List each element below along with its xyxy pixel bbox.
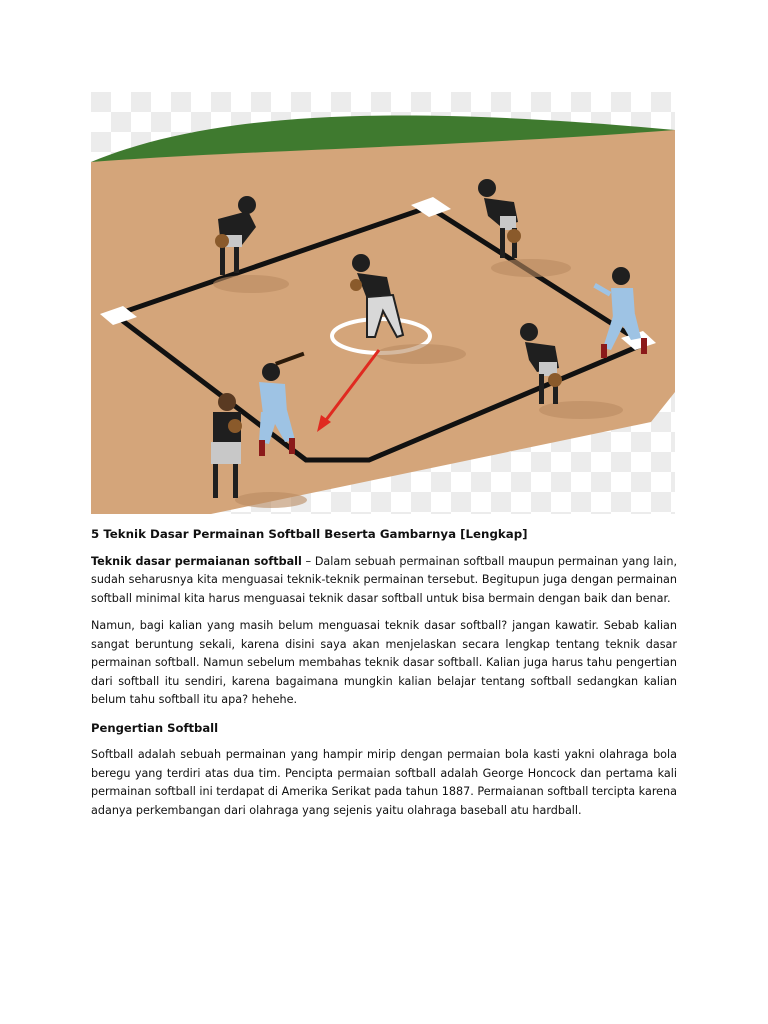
player-shadow (376, 344, 466, 364)
player-shadow (491, 259, 571, 277)
player-shadow (213, 275, 289, 293)
intro-body-text: – Dalam sebuah permainan softball maupun permainan yang lain, sudah seharusnya kita menguasai teknik-teknik permainan tersebut. Begitupun juga dengan permainan softball minimal kita harus menguasai teknik dasar softball untuk bisa bermain dengan baik dan benar. (91, 554, 678, 605)
definition-paragraph: Softball adalah sebuah permainan yang hampir mirip dengan permaian bola kasti yakni olahraga bola beregu yang terdiri atas dua tim. Pencipta permaian softball adalah George Honcock dan pertama kali permainan softball ini terdapat di Amerika Serikat pada tahun 1887. Permaianan softball tercipta karena adanya perkembangan dari olahraga yang sejenis yaitu olahraga baseball atu hardball. (91, 748, 677, 817)
softball-field-illustration (91, 92, 675, 514)
field-svg (91, 92, 675, 514)
intro-paragraph (91, 553, 677, 609)
article-content (91, 525, 677, 829)
player-shadow (235, 492, 307, 508)
player-shadow (539, 401, 623, 419)
article-title: 5 Teknik Dasar Permainan Softball Beserta Gambarnya [Lengkap] (91, 527, 528, 541)
intro-lead-text: Teknik dasar permaianan softball (91, 554, 302, 568)
section-heading: Pengertian Softball (91, 720, 219, 735)
second-paragraph: Namun, bagi kalian yang masih belum menguasai teknik dasar softball? jangan kawatir. Sebab kalian sangat beruntung sekali, karena disini saya akan menjelaskan secara lengkap tentang teknik dasar permainan softball. Namun sebelum membahas teknik dasar softball. Kalian juga harus tahu pengertian dari softball itu sendiri, karena bagaimana mungkin kalian belajar tentang softball sedangkan kalian belum tahu softball itu apa? hehehe. (91, 619, 677, 706)
